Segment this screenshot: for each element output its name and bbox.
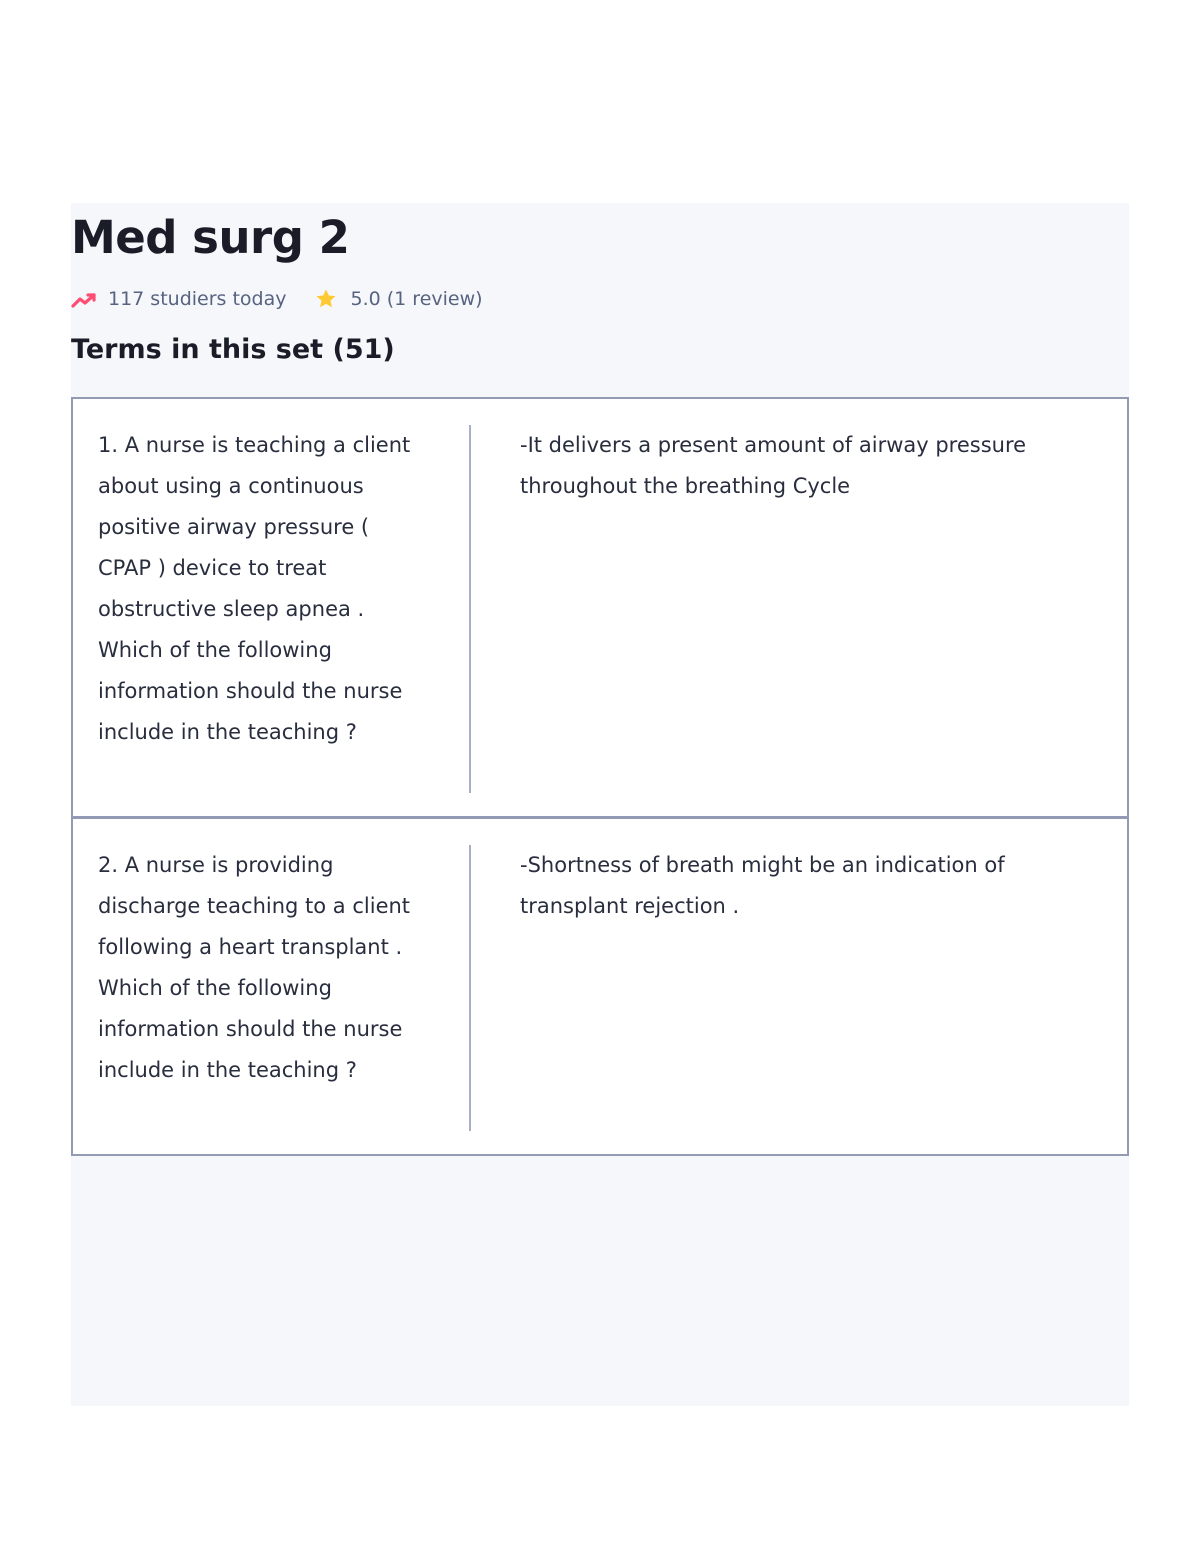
star-icon (315, 288, 337, 310)
terms-list (71, 397, 1129, 1156)
term-card[interactable] (71, 397, 1129, 818)
term-text: 1. A nurse is teaching a client about using a continuous positive airway pressure ( CPAP ) device to treat obstructive sleep apnea . Which of the following information should the nurse include in the teaching ? (98, 433, 411, 744)
term-card[interactable] (71, 816, 1129, 1156)
definition-text: -It delivers a present amount of airway pressure throughout the breathing Cycle (520, 433, 1027, 498)
term-text: 2. A nurse is providing discharge teaching to a client following a heart transplant . Which of the following information should the nurse include in the teaching ? (98, 853, 411, 1082)
set-title: Med surg 2 (71, 211, 350, 264)
studiers-count: 117 studiers today (108, 288, 287, 310)
terms-heading: Terms in this set (51) (71, 334, 395, 365)
set-rating[interactable]: 5.0 (1 review) (350, 288, 483, 310)
set-stats (71, 284, 483, 314)
definition-text: -Shortness of breath might be an indication of transplant rejection . (520, 853, 1005, 918)
card-divider (469, 425, 471, 793)
card-divider (469, 845, 471, 1131)
trending-up-icon (71, 291, 97, 307)
